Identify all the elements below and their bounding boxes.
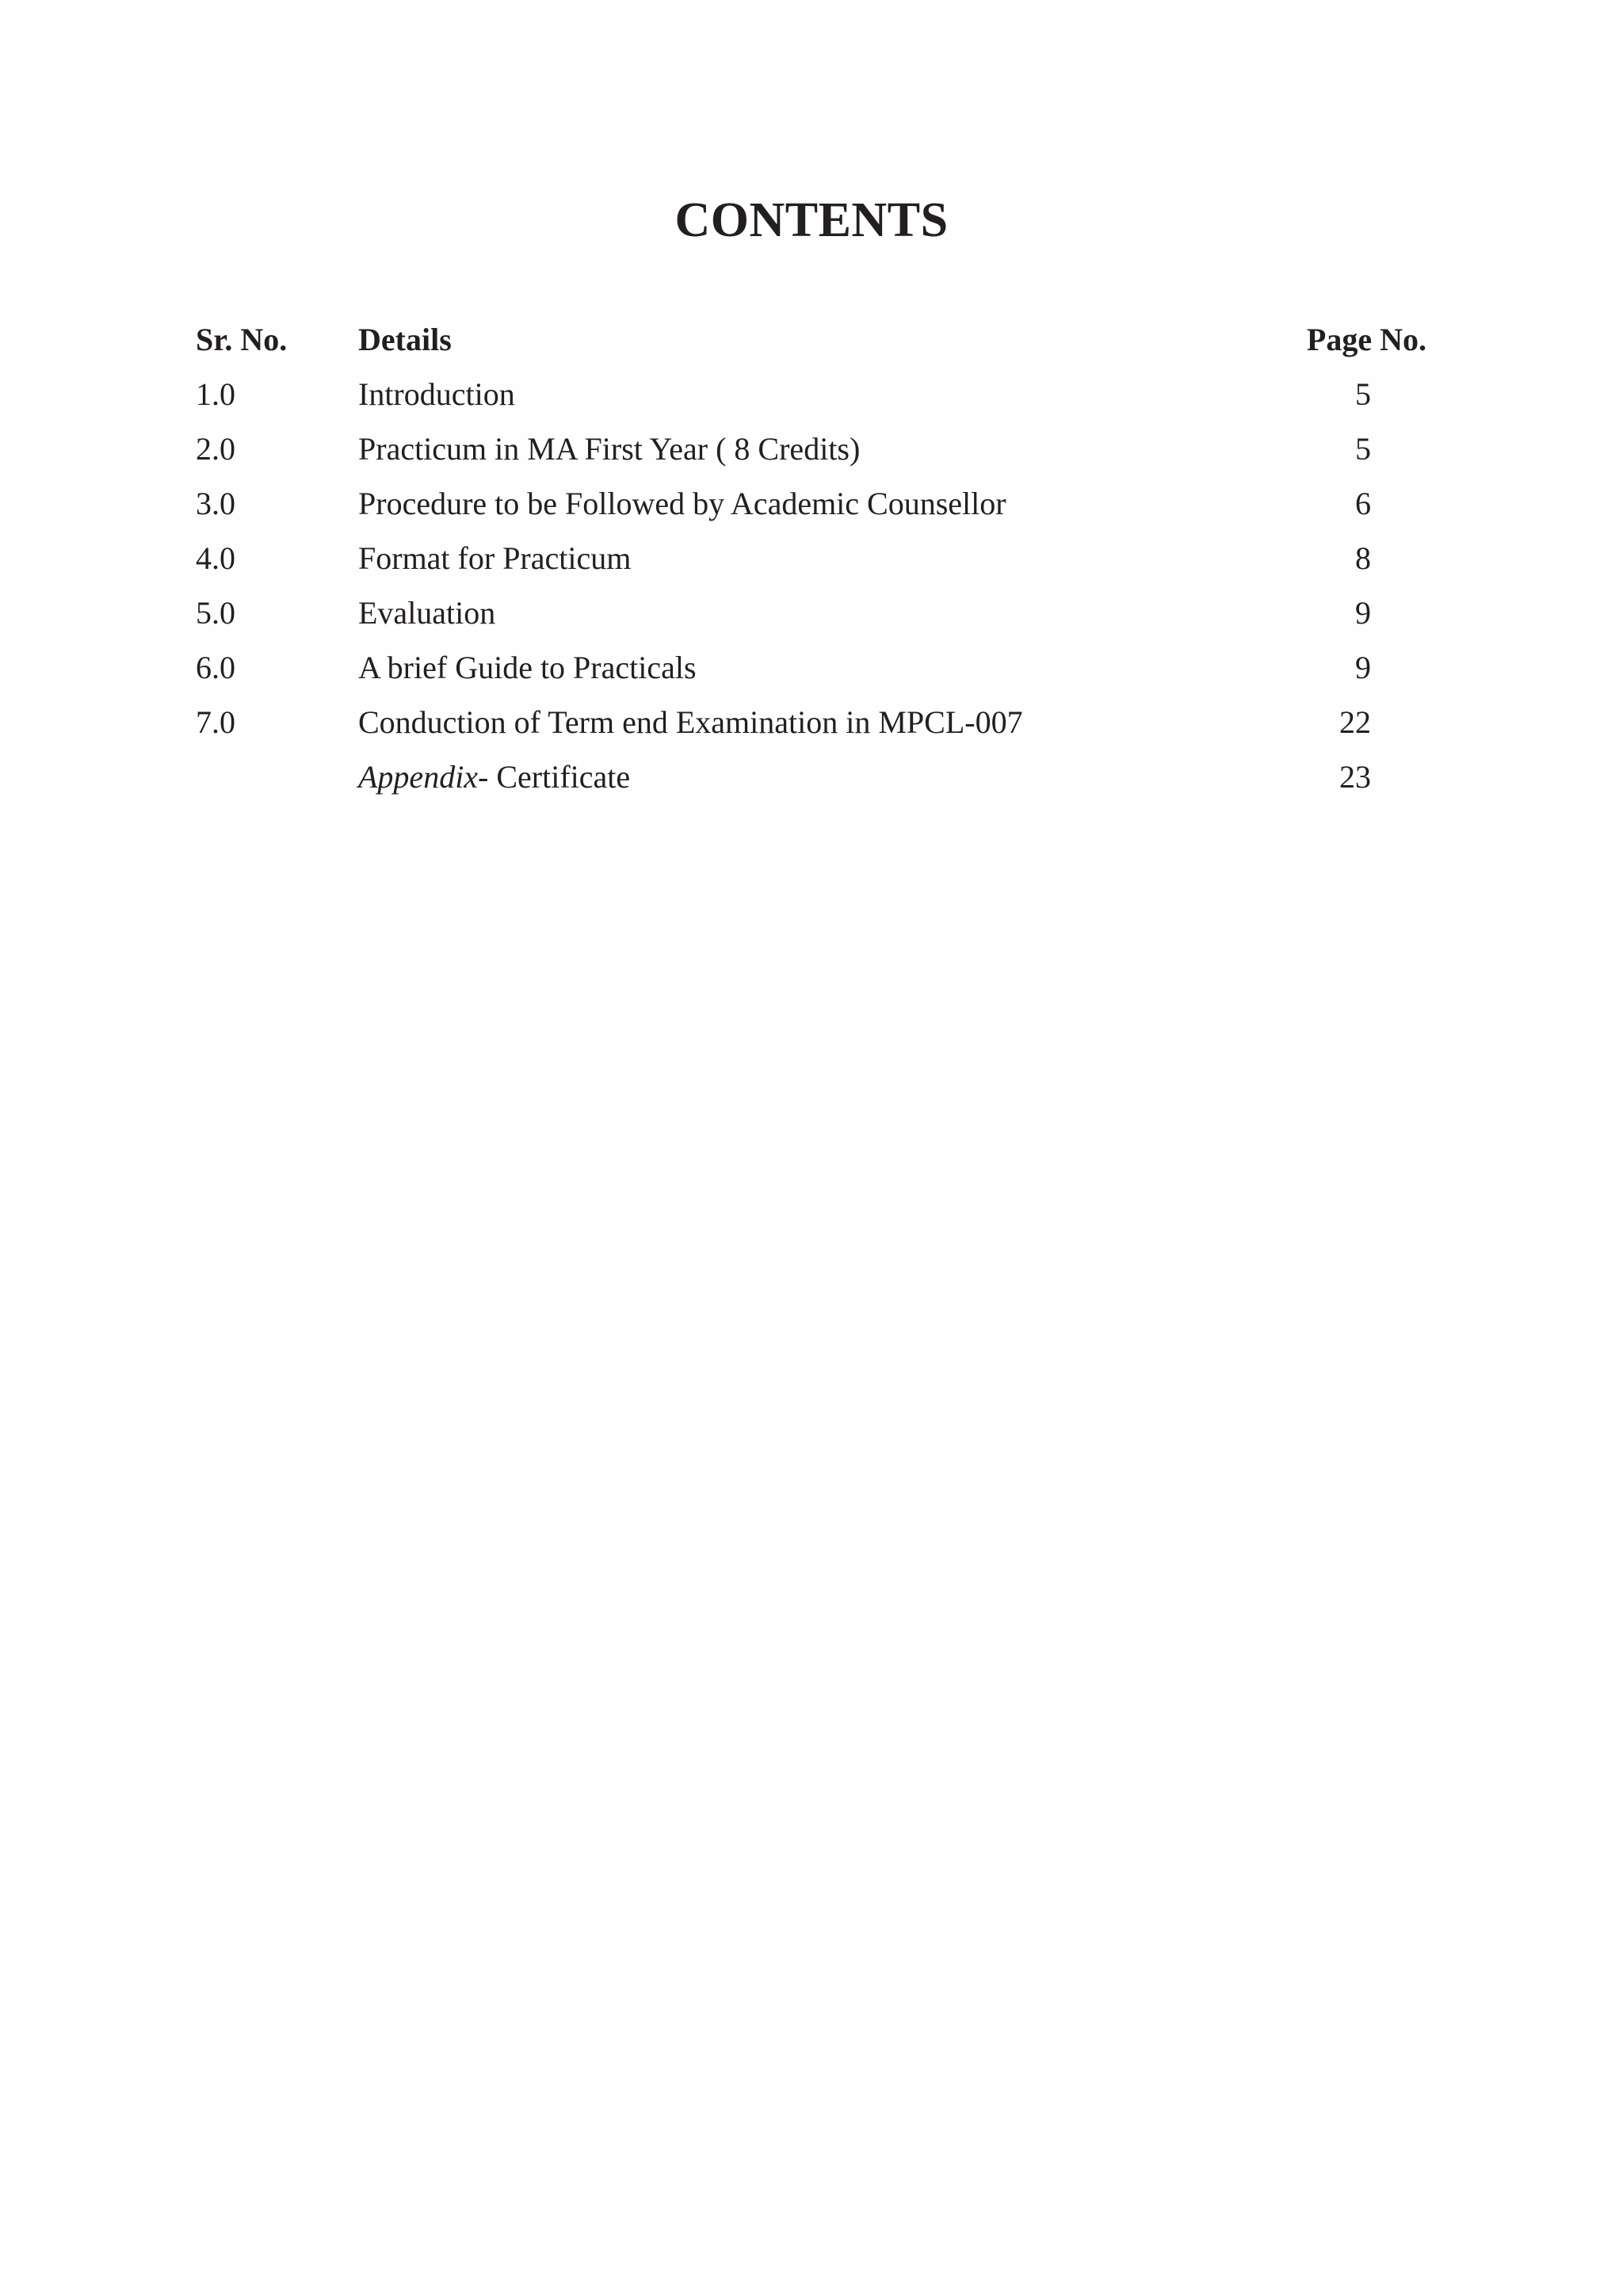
toc-page-no: 8 [1355, 540, 1371, 576]
appendix-label: Appendix- [358, 759, 489, 795]
toc-details-appendix [358, 749, 630, 804]
toc-sr-no: 7.0 [196, 704, 235, 740]
toc-row [0, 421, 1623, 476]
appendix-title: Certificate [488, 759, 631, 795]
toc-details: Practicum in MA First Year ( 8 Credits) [358, 431, 861, 467]
toc-details: Conduction of Term end Examination in MPCL-007 [358, 704, 1023, 740]
toc-details: Introduction [358, 376, 515, 412]
toc-row-appendix [0, 749, 1623, 804]
toc-sr-no: 2.0 [196, 431, 235, 467]
toc-row [0, 695, 1623, 749]
toc-details: Evaluation [358, 595, 496, 631]
table-of-contents [0, 312, 1623, 804]
toc-row [0, 367, 1623, 421]
toc-page-no: 23 [1339, 759, 1371, 795]
toc-page-no: 6 [1355, 486, 1371, 521]
toc-sr-no: 6.0 [196, 650, 235, 685]
page-title: CONTENTS [674, 193, 949, 247]
toc-page-no: 5 [1355, 431, 1371, 467]
toc-page-no: 22 [1339, 704, 1371, 740]
header-page-no: Page No. [1306, 322, 1426, 357]
toc-row [0, 640, 1623, 695]
toc-page-no: 5 [1355, 376, 1371, 412]
toc-sr-no: 1.0 [196, 376, 235, 412]
toc-row [0, 476, 1623, 531]
toc-sr-no: 5.0 [196, 595, 235, 631]
header-sr-no: Sr. No. [196, 322, 288, 357]
header-details: Details [358, 322, 452, 357]
toc-page-no: 9 [1355, 595, 1371, 631]
toc-details: Procedure to be Followed by Academic Counsellor [358, 486, 1006, 521]
toc-sr-no: 3.0 [196, 486, 235, 521]
toc-sr-no: 4.0 [196, 540, 235, 576]
toc-details: Format for Practicum [358, 540, 632, 576]
toc-row [0, 585, 1623, 640]
toc-details: A brief Guide to Practicals [358, 650, 697, 685]
toc-row [0, 531, 1623, 585]
toc-page-no: 9 [1355, 650, 1371, 685]
toc-header-row [0, 312, 1623, 367]
